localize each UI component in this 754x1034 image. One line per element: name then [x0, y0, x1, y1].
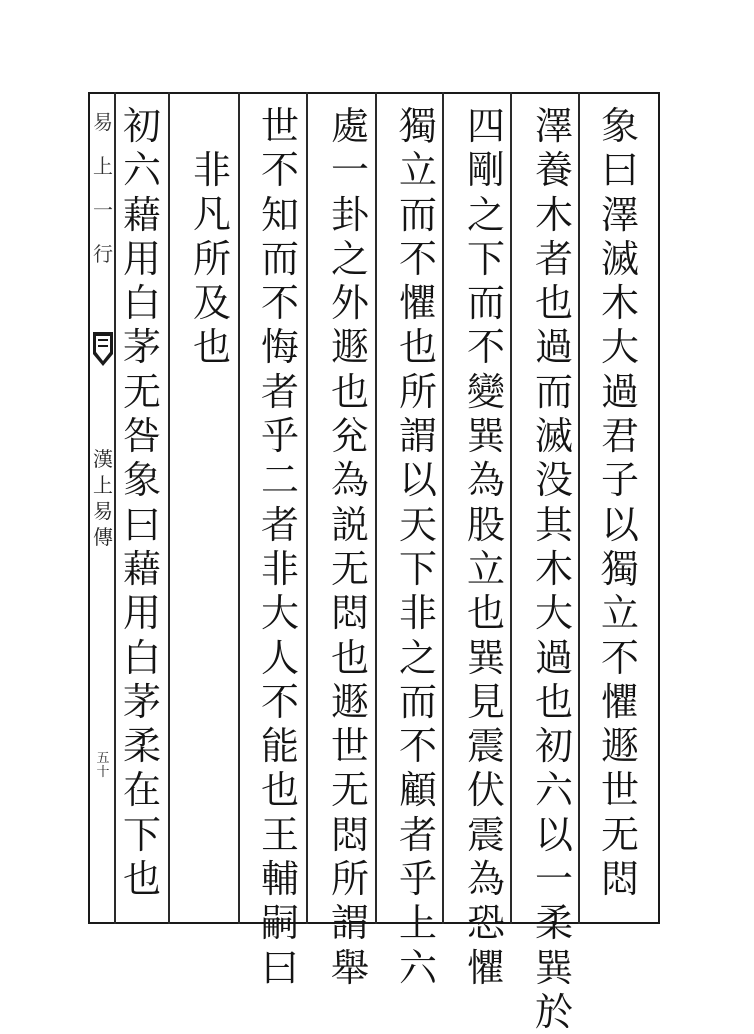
text-character: 非 [260, 546, 299, 591]
column-rule [168, 92, 170, 924]
text-character: 木 [600, 281, 639, 326]
text-character: 謂 [330, 901, 369, 946]
text-character: 也 [330, 635, 369, 680]
text-character: 舉 [330, 945, 369, 990]
text-character: 滅 [600, 236, 639, 281]
text-character: 巽 [466, 635, 505, 680]
text-character: 悶 [330, 812, 369, 857]
text-character: 柔 [534, 901, 573, 946]
column-rule [238, 92, 240, 924]
text-character: 懼 [466, 945, 505, 990]
text-character: 没 [534, 458, 573, 503]
text-character: 不 [398, 236, 437, 281]
gutter-character: 行 [93, 242, 113, 266]
text-column-2 [532, 104, 576, 1034]
text-character: 以 [600, 502, 639, 547]
gutter-character: 上 [93, 154, 113, 178]
text-character: 不 [260, 281, 299, 326]
column-rule [578, 92, 580, 924]
text-character: 獨 [398, 104, 437, 148]
text-character: 六 [122, 148, 161, 193]
text-character: 所 [192, 236, 231, 281]
text-character: 能 [260, 724, 299, 769]
text-character: 者 [260, 502, 299, 547]
text-character: 伏 [466, 768, 505, 813]
text-character: 澤 [534, 104, 573, 148]
text-character: 世 [330, 724, 369, 769]
text-character: 无 [330, 546, 369, 591]
text-character: 變 [466, 369, 505, 414]
text-character: 澤 [600, 192, 639, 237]
text-character: 輔 [260, 857, 299, 902]
text-character: 不 [398, 724, 437, 769]
text-column-5 [328, 104, 372, 990]
text-character: 恐 [466, 901, 505, 946]
text-character: 之 [330, 236, 369, 281]
text-character: 不 [260, 148, 299, 193]
text-character: 兊 [330, 414, 369, 459]
text-column-4 [396, 104, 440, 990]
text-character: 處 [330, 104, 369, 148]
text-character: 見 [466, 679, 505, 724]
text-character: 大 [534, 591, 573, 636]
column-rule [442, 92, 444, 924]
text-character: 非 [398, 591, 437, 636]
leaf-number-character: 十 [96, 765, 110, 780]
text-character: 滅 [534, 414, 573, 459]
text-character: 王 [260, 812, 299, 857]
text-character: 人 [260, 635, 299, 680]
text-character: 木 [534, 192, 573, 237]
text-character: 以 [534, 812, 573, 857]
text-character: 藉 [122, 192, 161, 237]
text-character: 謂 [398, 414, 437, 459]
text-character: 六 [398, 945, 437, 990]
text-character: 懼 [398, 281, 437, 326]
text-character: 四 [466, 104, 505, 148]
text-character: 而 [260, 236, 299, 281]
text-character: 大 [260, 591, 299, 636]
text-character: 也 [466, 591, 505, 636]
text-character: 震 [466, 812, 505, 857]
text-character: 所 [330, 857, 369, 902]
text-character: 茅 [122, 325, 161, 370]
text-character: 茅 [122, 679, 161, 724]
text-character: 而 [398, 192, 437, 237]
text-character: 立 [466, 546, 505, 591]
text-character: 立 [600, 591, 639, 636]
text-character: 也 [260, 768, 299, 813]
text-character: 曰 [260, 945, 299, 990]
text-character: 巽 [534, 945, 573, 990]
text-character: 世 [260, 104, 299, 148]
column-rule [306, 92, 308, 924]
text-character: 乎 [398, 857, 437, 902]
text-character: 之 [398, 635, 437, 680]
text-column-8 [120, 104, 164, 901]
text-character: 者 [534, 236, 573, 281]
text-character: 上 [398, 901, 437, 946]
text-character: 无 [122, 369, 161, 414]
text-character: 大 [600, 325, 639, 370]
text-character: 用 [122, 236, 161, 281]
text-character: 立 [398, 148, 437, 193]
column-rule [375, 92, 377, 924]
book-title [92, 446, 114, 550]
gutter-top-text [92, 100, 114, 340]
text-character: 非 [192, 148, 231, 192]
text-column-7 [190, 148, 234, 369]
text-character: 天 [398, 502, 437, 547]
text-character: 下 [398, 546, 437, 591]
text-character: 无 [330, 768, 369, 813]
text-character: 象 [122, 458, 161, 503]
text-column-6 [258, 104, 302, 990]
text-character: 者 [260, 369, 299, 414]
text-character: 二 [260, 458, 299, 503]
column-rule [114, 92, 116, 924]
text-character: 所 [398, 369, 437, 414]
text-character: 遯 [330, 679, 369, 724]
leaf-number [92, 752, 114, 780]
text-character: 也 [398, 325, 437, 370]
text-character: 養 [534, 148, 573, 193]
text-character: 之 [466, 192, 505, 237]
text-character: 不 [260, 679, 299, 724]
text-character: 在 [122, 768, 161, 813]
text-character: 柔 [122, 724, 161, 769]
text-character: 者 [398, 812, 437, 857]
text-character: 及 [192, 280, 231, 325]
text-character: 為 [466, 458, 505, 503]
text-character: 知 [260, 192, 299, 237]
text-character: 巽 [466, 414, 505, 459]
text-character: 无 [600, 812, 639, 857]
text-character: 其 [534, 502, 573, 547]
text-character: 曰 [122, 502, 161, 547]
text-character: 遯 [330, 325, 369, 370]
text-character: 懼 [600, 679, 639, 724]
text-character: 悔 [260, 325, 299, 370]
text-character: 外 [330, 281, 369, 326]
text-column-1 [598, 104, 642, 901]
text-character: 君 [600, 414, 639, 459]
text-character: 過 [534, 635, 573, 680]
text-character: 一 [330, 148, 369, 193]
text-character: 藉 [122, 546, 161, 591]
text-character: 説 [330, 502, 369, 547]
text-character: 不 [600, 635, 639, 680]
text-character: 以 [398, 458, 437, 503]
text-character: 而 [534, 369, 573, 414]
title-character: 上 [93, 473, 113, 497]
text-character: 也 [122, 857, 161, 902]
text-character: 六 [534, 768, 573, 813]
text-character: 乎 [260, 414, 299, 459]
text-character: 遯 [600, 724, 639, 769]
text-character: 世 [600, 768, 639, 813]
text-character: 不 [466, 325, 505, 370]
title-character: 漢 [93, 447, 113, 471]
text-character: 木 [534, 546, 573, 591]
text-character: 凡 [192, 192, 231, 237]
text-character: 為 [330, 458, 369, 503]
text-character: 於 [534, 989, 573, 1034]
text-character: 為 [466, 857, 505, 902]
text-character: 初 [122, 104, 161, 148]
text-character: 顧 [398, 768, 437, 813]
text-character: 也 [192, 325, 231, 370]
text-character: 嗣 [260, 901, 299, 946]
leaf-number-character: 五 [96, 751, 110, 766]
text-character: 剛 [466, 148, 505, 193]
gutter-character: 一 [93, 198, 113, 222]
column-rule [510, 92, 512, 924]
text-character: 咎 [122, 414, 161, 459]
text-character: 初 [534, 724, 573, 769]
text-character: 震 [466, 724, 505, 769]
title-character: 傳 [93, 525, 113, 549]
text-character: 也 [534, 281, 573, 326]
text-column-3 [464, 104, 508, 990]
text-character: 悶 [330, 591, 369, 636]
text-character: 過 [600, 369, 639, 414]
text-character: 悶 [600, 857, 639, 902]
text-character: 過 [534, 325, 573, 370]
text-character: 曰 [600, 148, 639, 193]
text-character: 一 [534, 857, 573, 902]
text-character: 白 [122, 635, 161, 680]
text-character: 而 [466, 281, 505, 326]
text-character: 也 [330, 369, 369, 414]
text-character: 下 [466, 236, 505, 281]
gutter-character: 易 [93, 110, 113, 134]
text-character: 卦 [330, 192, 369, 237]
text-character: 子 [600, 458, 639, 503]
fishtail-mark [92, 330, 114, 368]
text-character: 而 [398, 679, 437, 724]
text-character: 獨 [600, 546, 639, 591]
text-character: 下 [122, 812, 161, 857]
title-character: 易 [93, 499, 113, 523]
text-character: 也 [534, 679, 573, 724]
text-character: 用 [122, 591, 161, 636]
text-character: 股 [466, 502, 505, 547]
text-character: 白 [122, 281, 161, 326]
text-character: 象 [600, 104, 639, 148]
